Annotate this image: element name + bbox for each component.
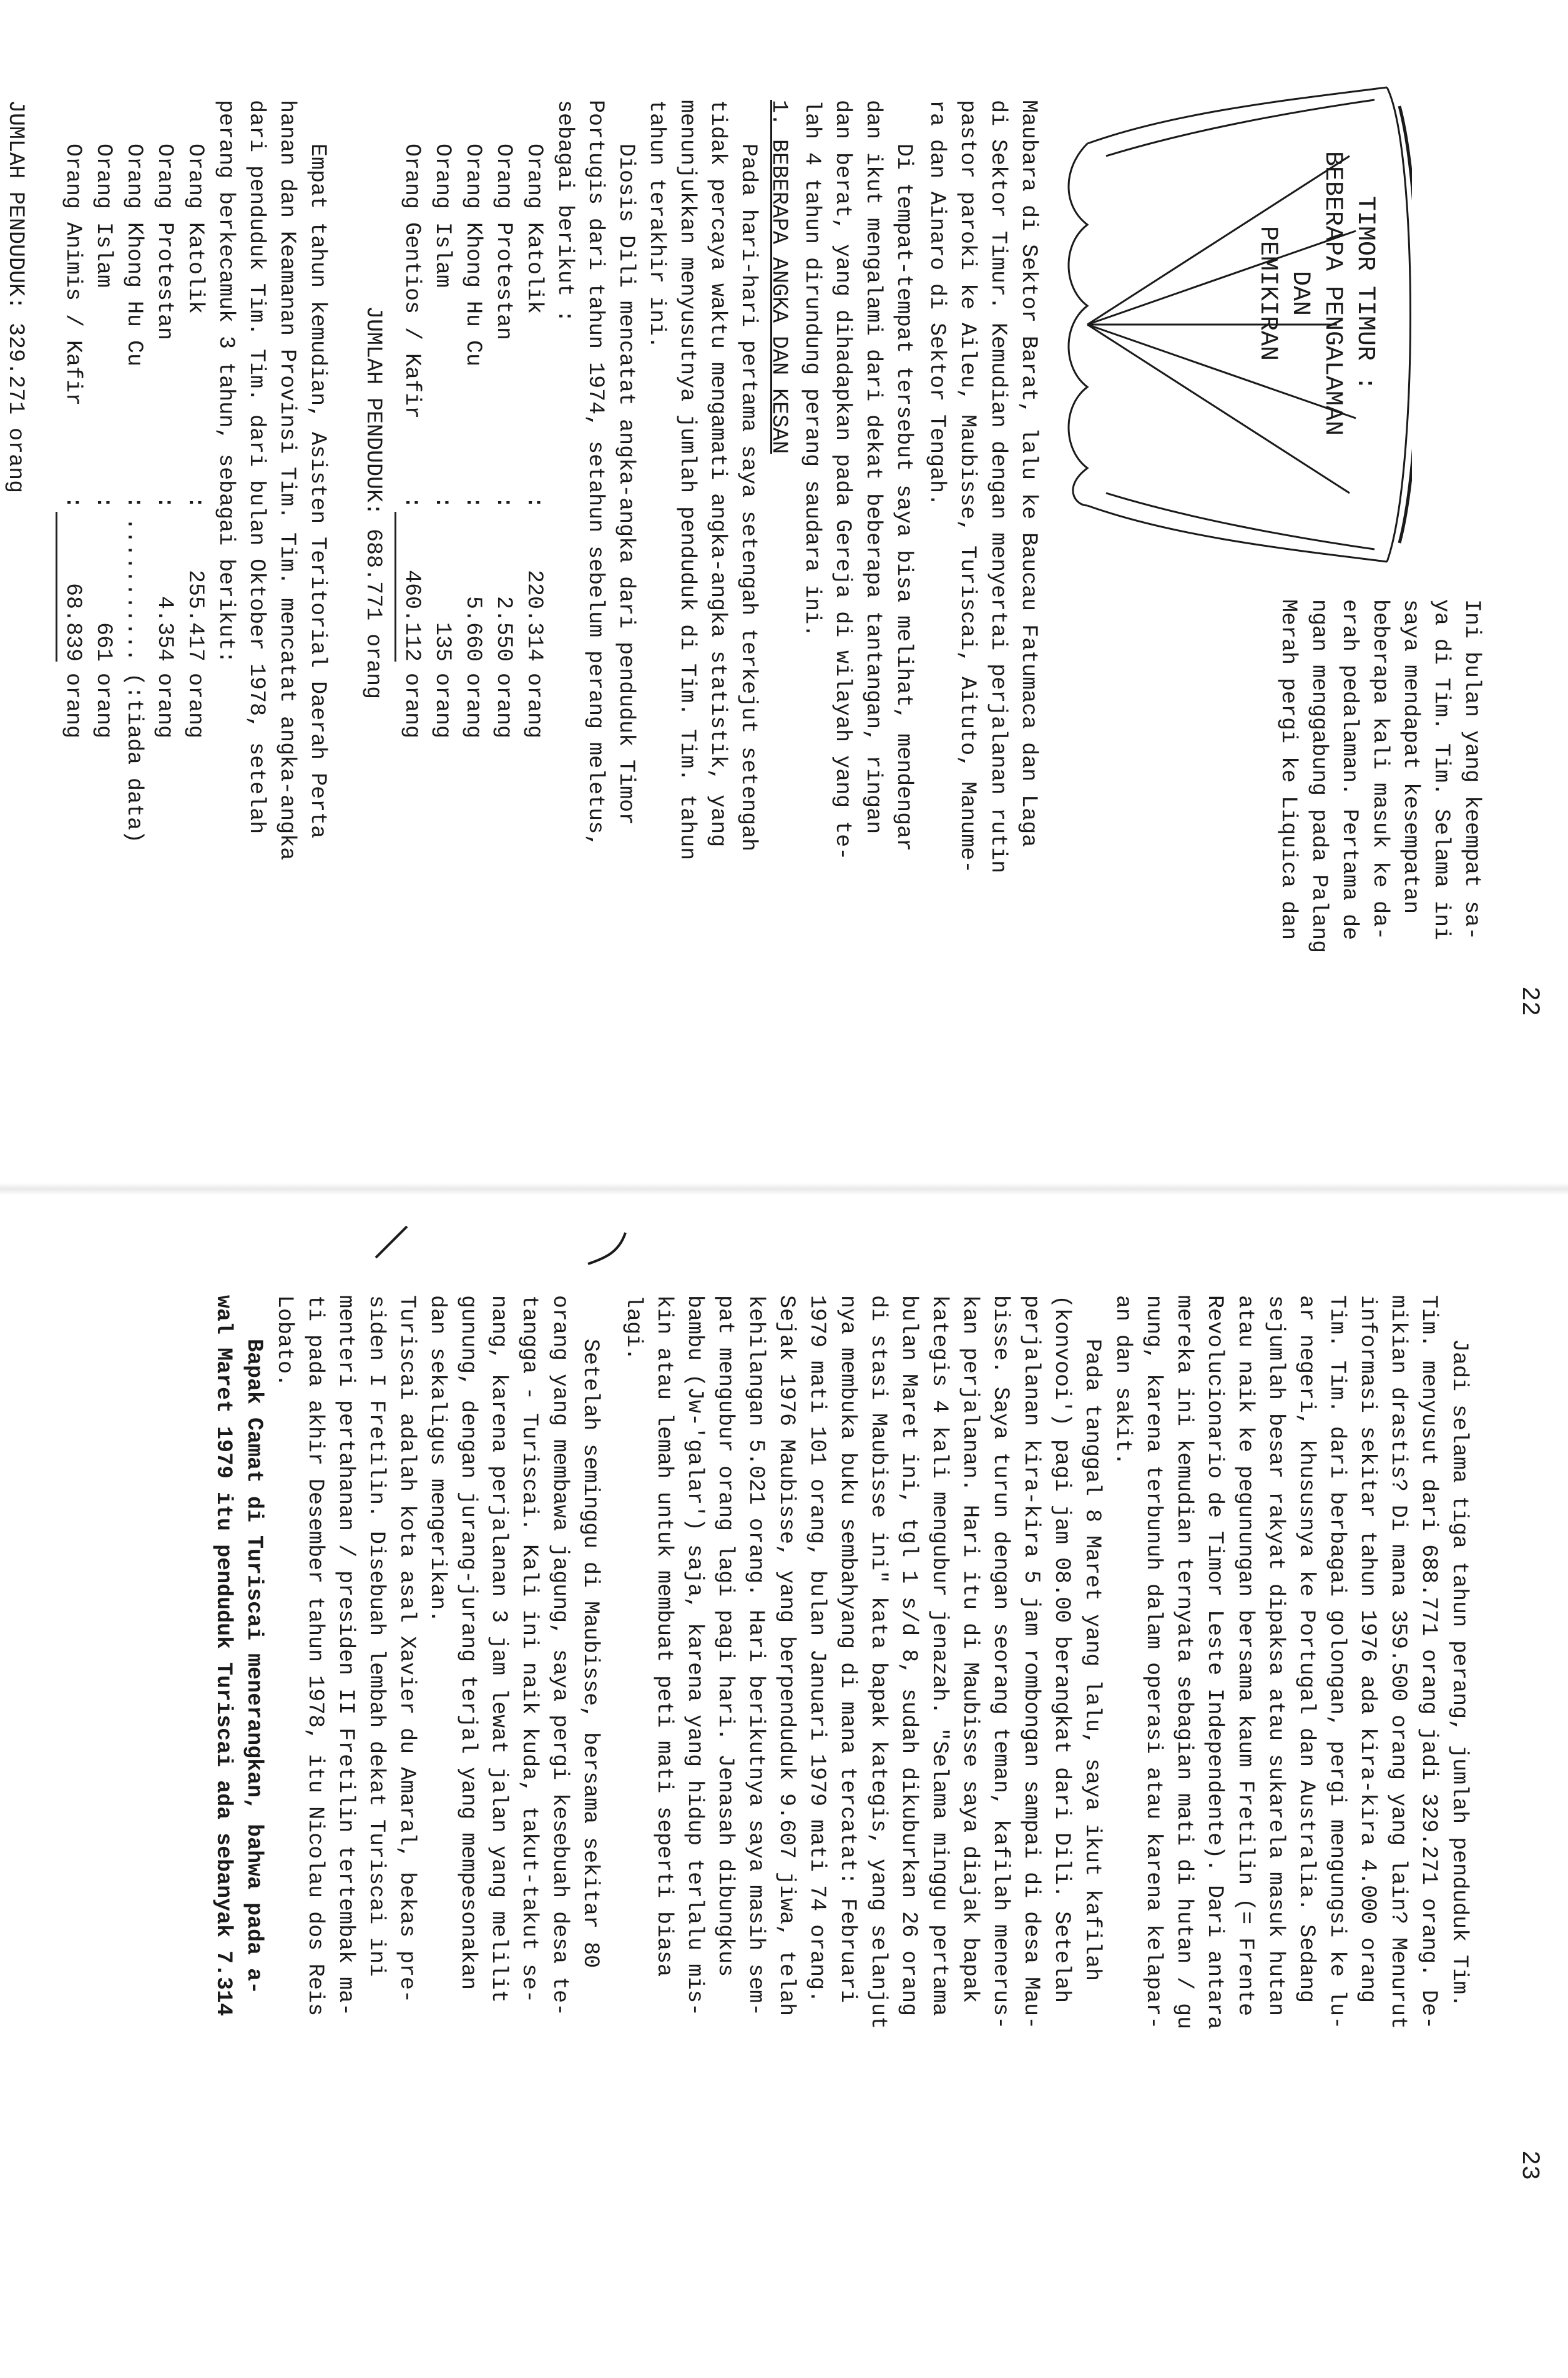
text-line: menteri pertahanan / presiden II Fretilin tertembak ma-	[333, 1295, 358, 2017]
text-line: kan perjalanan. Hari itu di Maubisse saya diajak bapak	[958, 1295, 982, 2004]
text-line: Diosis Dili mencatat angka-angka dari penduduk Timor	[614, 144, 639, 826]
text-line: informasi sekitar tahun 1976 ada kira-kira 4.000 orang	[1355, 1295, 1380, 2004]
text-line: dan sekaligus mengerikan.	[425, 1295, 450, 1623]
colon: :	[91, 496, 116, 509]
emblem-title	[1251, 94, 1381, 493]
text-line: atau naik ke pegunungan bersama kaum Fretilin (= Frente	[1233, 1295, 1258, 2017]
row-label: Orang Protestan	[152, 144, 177, 341]
table-row	[458, 144, 488, 1098]
intro-paragraph	[1273, 599, 1487, 1086]
row-label: Orang Khong Hu Cu	[461, 144, 486, 367]
paragraph	[921, 100, 1044, 1098]
row-label: Orang Gentios / Kafir	[399, 144, 424, 419]
text-line: Di tempat-tempat tersebut saya bisa melihat, mendengar	[891, 144, 916, 852]
text-line: dari penduduk Tim. Tim. dari bulan Oktober 1978, setelah	[244, 100, 269, 834]
text-line: kehilangan 5.021 orang. Hari berikutnya saya masih sem-	[743, 1295, 768, 2017]
row-unit: orang	[152, 673, 177, 739]
margin-bracket-marks	[370, 1214, 632, 1276]
row-unit: orang	[183, 673, 208, 739]
text-line: ya di Tim. Tim. Selama ini	[1429, 599, 1454, 941]
text-line: dan ikut mengalami dari dekat beberapa tantangan, ringan	[861, 100, 886, 834]
table-row	[488, 144, 519, 1098]
page-number: 22	[1515, 986, 1543, 1017]
text-line: sejumlah besar rakyat dipaksa atau sukarela masuk hutan	[1263, 1295, 1288, 2017]
table-row	[519, 144, 549, 1098]
row-value: 5.660	[461, 595, 486, 662]
text-line: Jadi selama tiga tahun perang, jumlah penduduk Tim.	[1447, 1339, 1472, 2008]
row-unit: orang	[491, 673, 516, 739]
text-line: dan berat, yang dihadapkan pada Gereja di wilayah yang te-	[830, 100, 855, 861]
row-value: 4.354	[152, 595, 177, 662]
colon: :	[430, 496, 455, 509]
row-unit: orang	[61, 673, 86, 739]
emblem-title-line: TIMOR TIMUR :	[1351, 195, 1379, 391]
row-value: 135	[430, 622, 455, 662]
table-row	[396, 144, 427, 1098]
text-line: pastor paroki ke Aileu, Maubisse, Turiscai, Aituto, Manume-	[955, 100, 980, 874]
text-line: menunjukkan menyusutnya jumlah penduduk di Tim. Tim. tahun	[675, 100, 700, 861]
total-population-1978: JUMLAH PENDUDUK: 329.271 orang	[3, 100, 28, 494]
text-line: bambu (Jw-'galar') saja, karena yang hidup terlalu mis-	[682, 1295, 707, 2017]
row-label: Orang Khong Hu Cu	[122, 144, 147, 367]
paragraph	[208, 1295, 269, 2294]
row-label: Orang Katolik	[183, 144, 208, 315]
row-unit: orang	[461, 673, 486, 739]
colon: :	[61, 496, 86, 509]
row-label: Orang Islam	[91, 144, 116, 288]
table-row	[88, 144, 119, 1098]
colon: :	[399, 496, 424, 509]
table-row	[149, 144, 180, 1098]
text-line: mikian drastis? Di mana 359.500 orang yang lain? Menurut	[1386, 1295, 1411, 2030]
text-line: Turiscai adalah kota asal Xavier du Amaral, bekas pre-	[394, 1295, 419, 2004]
text-line: Tim. Tim. dari berbagai golongan, pergi mengungsi ke lu-	[1325, 1295, 1350, 2030]
table-row	[180, 144, 210, 1098]
text-line: Revolucionario de Timor Leste Independente). Dari antara	[1202, 1295, 1227, 2030]
section-heading: 1. BEBERAPA ANGKA DAN KESAN	[767, 100, 791, 454]
text-line: bisse. Saya turun dengan seorang teman, kafilah menerus-	[988, 1295, 1013, 2030]
colon: :	[522, 496, 547, 509]
row-label: Orang Islam	[430, 144, 455, 288]
text-line: perang berkecamuk 3 tahun, sebagai berikut:	[213, 100, 238, 664]
body-text	[208, 1295, 1474, 2294]
row-unit: orang	[399, 673, 424, 739]
text-line: gunung, dengan jurang-jurang terjal yang mempesonakan	[456, 1295, 481, 1990]
colon: :	[152, 496, 177, 509]
colon: :	[183, 496, 208, 509]
paragraph	[796, 100, 919, 1098]
text-line: orang yang membawa jagung, saya pergi kesebuah desa te-	[547, 1295, 572, 2017]
row-label: Orang Animis / Kafir	[61, 144, 86, 406]
text-line: Portugis dari tahun 1974, setahun sebelum perang meletus,	[583, 100, 608, 848]
paragraph	[549, 100, 641, 1098]
text-line: kategis 4 kali mengubur jenazah. "Selama minggu pertama	[927, 1295, 952, 2017]
text-line: tangga - Turiscai. Kali ini naik kuda, takut-takut se-	[517, 1295, 542, 2004]
text-line: Lobato.	[272, 1295, 297, 1387]
text-line: tidak percaya waktu mengamati angka-angka statistik, yang	[705, 100, 730, 848]
row-value: 220.314	[522, 569, 547, 662]
table-row	[427, 144, 458, 1098]
text-line: ngan menggabung pada Palang	[1306, 599, 1331, 954]
text-line: mereka ini kemudian ternyata sebagian mati di hutan / gu	[1172, 1295, 1197, 2030]
colon: :	[461, 496, 486, 509]
text-line: di stasi Maubisse ini" kata bapak kategis, yang selanjut	[866, 1295, 891, 2030]
page-23	[0, 1189, 1568, 2378]
text-line: (konvooi') pagi jam 08.00 berangkat dari Dili. Setelah	[1049, 1295, 1074, 2004]
text-line: perjalanan kira-kira 5 jam rombongan sampai di desa Mau-	[1019, 1295, 1044, 2030]
text-line: siden I Fretilin. Disebuah lembah dekat Turiscai ini	[364, 1295, 389, 1977]
text-line: Merah pergi ke Liquica dan	[1276, 599, 1301, 941]
row-value: 68.839	[61, 582, 86, 662]
text-line: tahun terakhir ini.	[644, 100, 669, 350]
text-line: 1979 mati 101 orang, bulan Januari 1979 mati 74 orang.	[805, 1295, 830, 2004]
text-line: Ini bulan yang keempat sa-	[1459, 599, 1484, 941]
text-line: bulan Maret ini, tgl 1 s/d 8, sudah dikuburkan 26 orang	[896, 1295, 921, 2017]
text-line: ra dan Ainaro di Sektor Tengah.	[924, 100, 949, 507]
text-line: Pada hari-hari pertama saya setengah terkejut setengah	[736, 144, 761, 852]
text-line: Sejak 1976 Maubisse, yang berpenduduk 9.607 jiwa, telah	[774, 1295, 799, 2017]
text-line: erah pedalaman. Pertama de	[1337, 599, 1362, 941]
text-line: Pada tanggal 8 Maret yang lalu, saya ikut kafilah	[1080, 1339, 1105, 1982]
colon: :	[491, 496, 516, 509]
text-line: di Sektor Timur. Kemudian dengan menyertai perjalanan rutin	[986, 100, 1011, 874]
text-line: wal Maret 1979 itu penduduk Turiscai ada sebanyak 7.314	[211, 1295, 236, 2017]
text-line: Setelah seminggu di Maubisse, bersama sekitar 80	[578, 1339, 603, 1969]
text-line: Bapak Camat di Turiscai menerangkan, bahwa pada a-	[242, 1339, 267, 1995]
paragraph	[641, 100, 763, 1098]
text-line: Empat tahun kemudian, Asisten Teritorial Daerah Perta	[305, 144, 330, 839]
text-line: pat mengubur orang lagi pagi hari. Jenasah dibungkus	[713, 1295, 738, 1977]
text-line: Maubara di Sektor Barat, lalu ke Baucau Fatumaca dan Laga	[1016, 100, 1041, 848]
colon: :	[122, 496, 147, 509]
row-value: 255.417	[183, 569, 208, 662]
text-line: saya mendapat kesempatan	[1398, 599, 1423, 914]
paragraph	[210, 100, 333, 1098]
page-number: 23	[1515, 2150, 1543, 2181]
row-label: Orang Protestan	[491, 144, 516, 341]
row-unit: (:tiada data)	[122, 673, 147, 844]
emblem-title-line: PEMIKIRAN	[1253, 225, 1281, 361]
paragraph	[269, 1295, 605, 2294]
population-table-1974	[358, 144, 549, 1098]
row-value: ...........	[122, 517, 147, 662]
body-text	[0, 100, 1044, 1098]
text-line: hanan dan Keamanan Provinsi Tim. Tim. mencatat angka-angka	[275, 100, 300, 861]
paragraph	[618, 1295, 1107, 2294]
text-line: kin atau lemah untuk membuat peti mati seperti biasa	[652, 1295, 677, 1977]
text-line: Tim. menyusut dari 688.771 orang jadi 329.271 orang. De-	[1416, 1295, 1441, 2030]
text-line: an dan sakit.	[1110, 1295, 1135, 1466]
text-line: sebagai berikut :	[552, 100, 577, 323]
row-value: 460.112	[399, 569, 424, 662]
table-row	[119, 144, 149, 1098]
row-label: Orang Katolik	[522, 144, 547, 315]
row-unit: orang	[430, 673, 455, 739]
text-line: lagi.	[621, 1295, 646, 1361]
text-line: ti pada akhir Desember tahun 1978, itu Nicolau dos Reis	[303, 1295, 328, 2017]
row-value: 2.550	[491, 595, 516, 662]
row-value: 661	[91, 622, 116, 662]
text-line: beberapa kali masuk ke da-	[1368, 599, 1393, 941]
row-unit: orang	[522, 673, 547, 739]
text-line: nya membuka buku sembahyang di mana tercatat: Februari	[835, 1295, 860, 2004]
emblem-title-line: BEBERAPA PENGALAMAN	[1318, 150, 1346, 436]
emblem-title-line: DAN	[1286, 270, 1314, 316]
table-row	[57, 144, 88, 1098]
text-line: nang, karena perjalanan 3 jam lewat jalan yang melilit	[486, 1295, 511, 2004]
text-line: nung, karena terbunuh dalam operasi atau karena kelapar-	[1141, 1295, 1166, 2030]
text-line: lah 4 tahun dirundung perang saudara ini.	[800, 100, 825, 638]
paragraph	[1107, 1295, 1474, 2294]
text-line: ar negeri, khususnya ke Portugal dan Australia. Sedang	[1294, 1295, 1319, 2004]
row-unit: orang	[91, 673, 116, 739]
population-table-1978	[0, 100, 210, 1098]
total-population-1974: JUMLAH PENDUDUK: 688.771 orang	[361, 306, 386, 700]
